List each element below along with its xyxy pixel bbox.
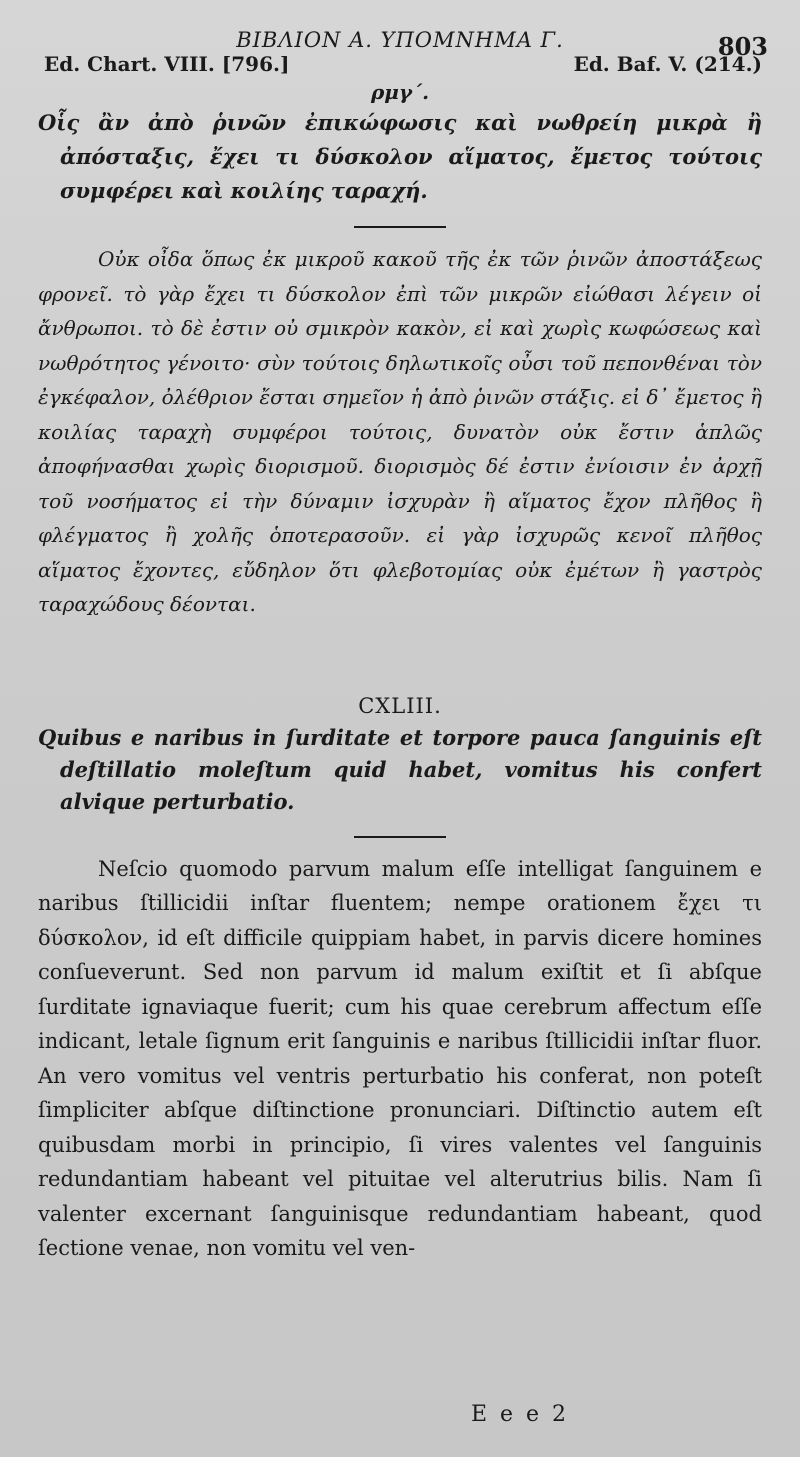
greek-section-number: ρμγ΄. [370, 80, 430, 104]
page-number: 803 [717, 32, 768, 61]
edition-chart-reference: Ed. Chart. VIII. [796.] [44, 52, 290, 76]
running-head [38, 0, 768, 61]
greek-aphorism-text: Οἷς ἂν ἀπὸ ῥινῶν ἐπικώφωσις καὶ νωθρείη μικρὰ ἢ ἀπόσταξις, ἔχει τι δύσκολον αἵματος, ἔμετος τούτοις συμφέρει καὶ κοιλίης ταραχή. [38, 110, 762, 203]
signature-mark: E e e 2 [470, 1402, 570, 1427]
edition-references [38, 44, 762, 78]
greek-aphorism [38, 106, 762, 208]
latin-section-number: CXLIII. [358, 693, 442, 718]
greek-commentary-text: Οὐκ οἶδα ὅπως ἐκ μικροῦ κακοῦ τῆς ἐκ τῶν ῥινῶν ἀποστάξεως φρονεῖ. τὸ γὰρ ἔχει τι δύσκολον ἐπὶ τῶν μικρῶν εἰώθασι λέγειν οἱ ἄνθρωποι. τὸ δὲ ἐστιν οὐ σμικρὸν κακὸν, εἰ καὶ χωρὶς κωφώσεως καὶ νωθρότητος γένοιτο· σὺν τούτοις δηλωτικοῖς οὖσι τοῦ πεπονθέναι τὸν ἐγκέφαλον, ὀλέθριον ἔσται σημεῖον ἡ ἀπὸ ῥινῶν στάξις. εἰ δ᾽ ἔμετος ἢ κοιλίας ταραχὴ συμφέροι τούτοις, δυνατὸν οὐκ ἔστιν ἁπλῶς ἀποφήνασθαι χωρὶς διορισμοῦ. διορισμὸς δέ ἐστιν ἐνίοισιν ἐν ἀρχῇ τοῦ νοσήματος εἰ τὴν δύναμιν ἰσχυρὰν ἢ αἵματος ἔχον πλῆθος ἢ φλέγματος ἢ χολῆς ὁποτερασοῦν. εἰ γὰρ ἰσχυρῶς κενοῖ πλῆθος αἵματος ἔχοντες, εὔδηλον ὅτι φλεβοτομίας οὐκ ἐμέτων ἢ γαστρὸς ταραχώδους δέονται. [38, 247, 762, 616]
latin-commentary-text: Neſcio quomodo parvum malum eſſe intelligat ſanguinem e naribus ſtillicidii inſtar fluentem; nempe orationem ἔχει τι δύσκολον, id eſt difficile quippiam habet, in parvis dicere homines conſueverunt. Sed non parvum id malum exiſtit et ſi abſque ſurditate ignaviaque fuerit; cum his quae cerebrum affectum eſſe indicant, letale ſignum erit ſanguinis e naribus ſtillicidii inſtar fluor. An vero vomitus vel ventris perturbatio his conferat, non poteſt ſimpliciter abſque diſtinctione pronunciari. Diſtinctio autem eſt quibusdam morbi in principio, ſi vires valentes vel ſanguinis redundantiam habeant vel pituitae vel alterutrius bilis. Nam ſi valenter excernant ſanguinisque redundantiam habeant, quod ſectione venae, non vomitu vel ven- [38, 856, 762, 1260]
section-divider-rule-latin [354, 836, 446, 838]
latin-aphorism [38, 722, 762, 818]
edition-basel-reference: Ed. Baf. V. (214.) [573, 52, 762, 76]
running-title: ΒΙΒΛΙΟΝ Α. ΥΠΟΜΝΗΜΑ Γ. [236, 28, 564, 52]
greek-commentary [38, 242, 762, 622]
latin-commentary [38, 852, 762, 1266]
latin-aphorism-text: Quibus e naribus in ſurditate et torpore pauca ſanguinis eſt deſtillatio moleſtum quid habet, vomitus his confert alvique perturbatio. [38, 724, 762, 814]
section-divider-rule [354, 226, 446, 228]
